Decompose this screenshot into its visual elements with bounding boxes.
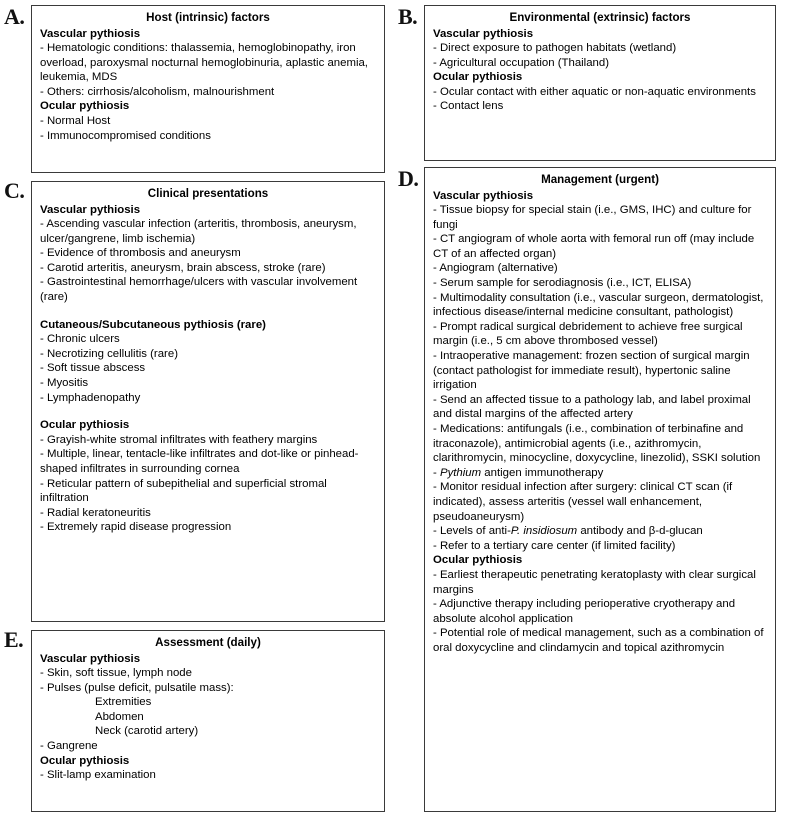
panel-d-item: - Medications: antifungals (i.e., combination of terbinafine and itraconazole), antimicrobial agents (i.e., azithromycin, clarithromycin, minocycline, doxycycline, linezolid), SSKI solution <box>433 423 761 465</box>
panel-e-heading-vascular: Vascular pythiosis <box>40 652 141 665</box>
taxon-pythium: Pythium <box>439 466 482 479</box>
panel-c-item: - Soft tissue abscess <box>40 362 146 375</box>
panel-c-item: - Radial keratoneuritis <box>40 506 151 519</box>
panel-c-item: - Multiple, linear, tentacle-like infiltrates and dot-like or pinhead-shaped infiltrates in surrounding cornea <box>40 448 359 475</box>
panel-d-item: - Multimodality consultation (i.e., vascular surgeon, dermatologist, infectious disease/internal medicine consultant, pathologist) <box>433 291 764 319</box>
panel-letter-c: C. <box>4 178 25 203</box>
panel-d-item: - Send an affected tissue to a pathology lab, and label proximal and distal margins of the affected artery <box>433 393 751 421</box>
item-tail: antigen immunotherapy <box>481 466 604 479</box>
panel-c-item: - Chronic ulcers <box>40 333 120 346</box>
panel-e-sub-item: Extremities <box>95 696 152 709</box>
panel-d-item: - Potential role of medical management, such as a combination of oral doxycycline and clindamycin and topical azithromycin <box>433 627 764 654</box>
panel-c-item: - Extremely rapid disease progression <box>40 521 232 534</box>
panel-b-heading-ocular: Ocular pythiosis <box>433 71 523 84</box>
item-head: - Levels of anti- <box>433 525 511 538</box>
panel-a-title: Host (intrinsic) factors <box>146 11 270 24</box>
panel-e-item: - Slit-lamp examination <box>40 769 156 782</box>
panel-c-item: - Ascending vascular infection (arteritis, thrombosis, aneurysm, ulcer/gangrene, limb ischemia) <box>40 218 357 245</box>
panel-b-heading-vascular: Vascular pythiosis <box>433 27 534 40</box>
panel-c-heading-ocular: Ocular pythiosis <box>40 419 130 432</box>
panel-letter-e: E. <box>4 627 24 652</box>
panel-c-spacer <box>40 305 376 318</box>
panel-e-heading-ocular: Ocular pythiosis <box>40 754 130 767</box>
panel-d-item: - CT angiogram of whole aorta with femoral run off (may include CT of an affected organ) <box>433 233 755 260</box>
panel-a-item: - Normal Host <box>40 115 111 128</box>
panel-e-item: - Skin, soft tissue, lymph node <box>40 667 192 680</box>
panel-letter-d: D. <box>398 166 419 191</box>
panel-b-title: Environmental (extrinsic) factors <box>509 11 691 24</box>
panel-d-heading-ocular: Ocular pythiosis <box>433 554 523 567</box>
panel-d-item: - Angiogram (alternative) <box>433 262 558 275</box>
panel-b-box <box>424 5 776 161</box>
panel-e-box <box>31 630 385 812</box>
item-tail: antibody and β-d-glucan <box>577 525 703 538</box>
panel-c-title: Clinical presentations <box>147 187 269 200</box>
panel-e-sub-item: Neck (carotid artery) <box>95 725 199 738</box>
panel-b-item: - Ocular contact with either aquatic or non-aquatic environments <box>433 85 756 98</box>
panel-a-item: - Others: cirrhosis/alcoholism, malnourishment <box>40 85 275 98</box>
panel-d-item-antibody <box>433 524 767 539</box>
panel-d-item: - Tissue biopsy for special stain (i.e., GMS, IHC) and culture for fungi <box>433 204 752 231</box>
panel-c-heading-cutaneous: Cutaneous/Subcutaneous pythiosis (rare) <box>40 318 266 331</box>
panel-d-item-pythium <box>433 466 767 481</box>
panel-d-item: - Monitor residual infection after surgery: clinical CT scan (if indicated), assess arteritis (vessel wall enhancement, pseudoaneurysm) <box>433 481 733 523</box>
panel-b-item: - Agricultural occupation (Thailand) <box>433 56 610 69</box>
panel-d-item: - Prompt radical surgical debridement to achieve free surgical margin (i.e., 5 cm above thrombosed vessel) <box>433 320 743 348</box>
panel-c-item: - Evidence of thrombosis and aneurysm <box>40 247 241 260</box>
taxon-p-insidiosum: P. insidiosum <box>510 525 578 538</box>
panel-c-heading-vascular: Vascular pythiosis <box>40 203 141 216</box>
panel-a-heading-vascular: Vascular pythiosis <box>40 27 141 40</box>
panel-d-item: - Refer to a tertiary care center (if limited facility) <box>433 539 676 552</box>
panel-a-item: - Hematologic conditions: thalassemia, hemoglobinopathy, iron overload, paroxysmal nocturnal hemoglobinuria, aplastic anemia, leukemia, MDS <box>40 42 368 84</box>
panel-d-item: - Earliest therapeutic penetrating keratoplasty with clear surgical margins <box>433 568 756 596</box>
panel-c-item: - Lymphadenopathy <box>40 391 141 404</box>
panel-d-heading-vascular: Vascular pythiosis <box>433 189 534 202</box>
panel-c-box <box>31 181 385 622</box>
panel-a-heading-ocular: Ocular pythiosis <box>40 100 130 113</box>
panel-d-item: - Adjunctive therapy including perioperative cryotherapy and absolute alcohol application <box>433 598 736 625</box>
panel-c-item: - Gastrointestinal hemorrhage/ulcers with vascular involvement (rare) <box>40 276 358 304</box>
item-dash: - <box>433 466 440 479</box>
panel-c-item: - Grayish-white stromal infiltrates with feathery margins <box>40 433 318 446</box>
panel-d-box <box>424 167 776 812</box>
panel-d-title: Management (urgent) <box>541 173 659 186</box>
panel-e-sub-item: Abdomen <box>95 710 144 723</box>
panel-c-spacer <box>40 405 376 418</box>
panel-a-box <box>31 5 385 173</box>
panel-b-item: - Contact lens <box>433 100 504 113</box>
panel-e-item: - Gangrene <box>40 740 98 753</box>
panel-letter-b: B. <box>398 4 418 29</box>
panel-e-title: Assessment (daily) <box>155 636 261 649</box>
panel-c-item: - Necrotizing cellulitis (rare) <box>40 347 178 360</box>
panel-e-item: - Pulses (pulse deficit, pulsatile mass): <box>40 681 234 694</box>
panel-c-item: - Carotid arteritis, aneurysm, brain abscess, stroke (rare) <box>40 261 326 274</box>
panel-b-item: - Direct exposure to pathogen habitats (wetland) <box>433 42 677 55</box>
panel-c-item: - Myositis <box>40 377 89 390</box>
panel-d-item: - Serum sample for serodiagnosis (i.e., ICT, ELISA) <box>433 277 692 290</box>
panel-c-item: - Reticular pattern of subepithelial and superficial stromal infiltration <box>40 477 327 505</box>
panel-letter-a: A. <box>4 4 25 29</box>
panel-a-item: - Immunocompromised conditions <box>40 129 211 142</box>
panel-d-item: - Intraoperative management: frozen section of surgical margin (contact pathologist for immediate result), hypertonic saline irrigation <box>433 350 750 392</box>
